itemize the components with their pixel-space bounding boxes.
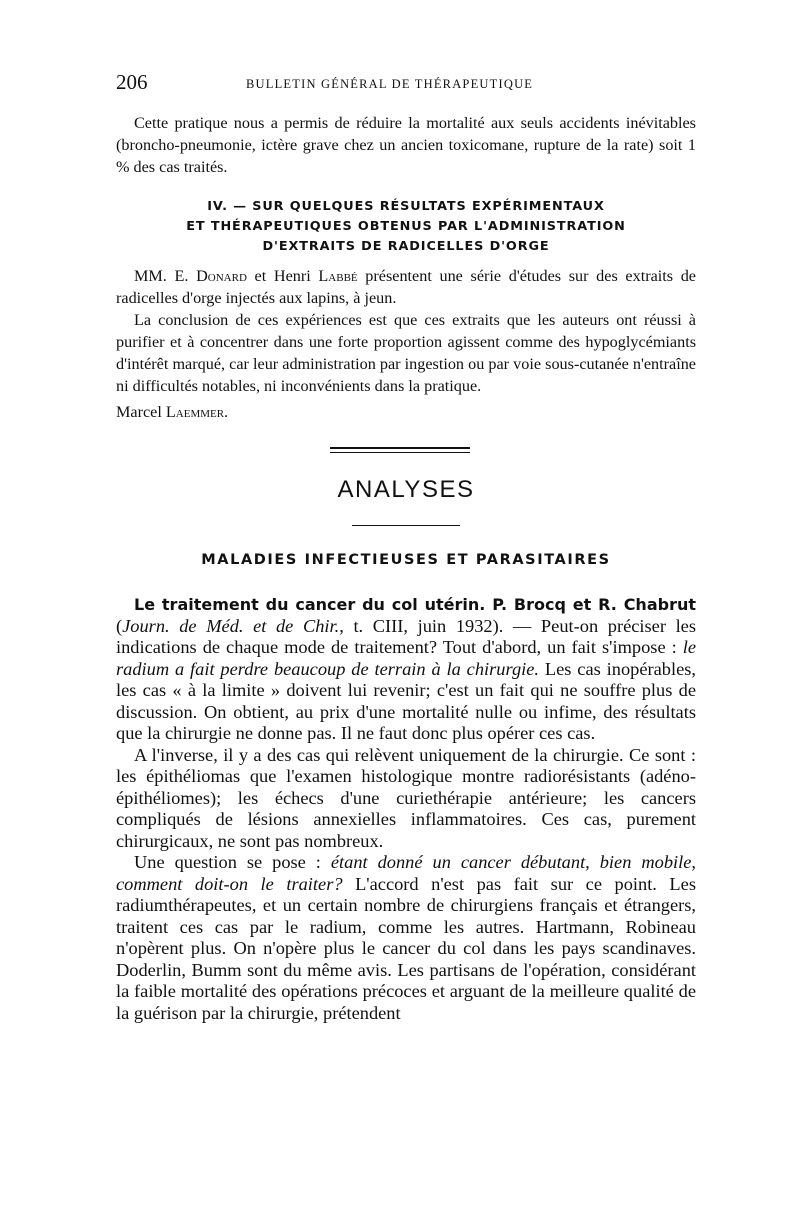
quote-radium: le radium a fait perdre beaucoup de terrain à la chirurgie. xyxy=(116,637,696,679)
report-mid: et Henri xyxy=(246,267,319,285)
article-paragraph xyxy=(116,852,696,1024)
page-number: 206 xyxy=(116,70,148,94)
report-rest: présentent une série d'études sur des extraits de radicelles d'orge injectés aux lapins, à jeun. xyxy=(116,267,696,307)
section-heading-line: D'EXTRAITS DE RADICELLES D'ORGE xyxy=(262,239,550,254)
article-paragraph: A l'inverse, il y a des cas qui relèvent uniquement de la chirurgie. Ce sont : les épithéliomas que l'examen histologique montre radiorésistants (adéno-épithéliomes); les échecs d'une curiethérapie antérieure; les cancers compliqués de lésions annexielles inflammatoires. Ces cas, purement chirurgicaux, ne sont pas nombreux. xyxy=(116,744,696,851)
running-title: BULLETIN GÉNÉRAL DE THÉRAPEUTIQUE xyxy=(246,77,534,91)
article-title: Le traitement du cancer du col utérin. P. Brocq et R. Chabrut xyxy=(134,595,696,614)
intro-paragraph: Cette pratique nous a permis de réduire la mortalité aux seuls accidents inévitables (broncho-pneumonie, ictère grave chez un ancien toxicomane, rupture de la rate) soit 1 % des cas traités. xyxy=(116,114,696,176)
paragraph-rest: Les cas inopérables, les cas « à la limite » doivent lui revenir; c'est un fait qui ne souffre plus de discussion. On obtient, au prix d'une mortalité nulle ou infime, des résultats que la chirurgie ne donne pas. Il ne faut donc plus opérer ces cas. xyxy=(116,658,697,743)
report-paragraph: La conclusion de ces expériences est que ces extraits que les auteurs ont réussi à purifier et à concentrer dans une forte proportion agissent comme des hypoglycémiants d'intérêt marqué, car leur administration par ingestion ou par voie sous-cutanée n'entraîne ni difficultés notables, ni inconvénients dans la pratique. xyxy=(116,311,696,395)
report-prefix: MM. E. xyxy=(134,267,197,285)
citation-rest: , t. CIII, juin 1932). — Peut-on préciser les indications de chaque mode de traitement? Tout d'abord, un fait s'impose : xyxy=(116,615,696,657)
report-signature xyxy=(116,401,696,423)
author-name-labbe: Labbé xyxy=(318,267,358,285)
article-text-block xyxy=(116,594,696,1024)
section-heading-line: IV. — SUR QUELQUES RÉSULTATS EXPÉRIMENTAUX xyxy=(207,199,605,214)
journal-name: Journ. de Méd. et de Chir. xyxy=(122,615,340,636)
category-heading: MALADIES INFECTIEUSES ET PARASITAIRES xyxy=(201,552,611,568)
report-paragraph xyxy=(116,265,696,309)
divider-rule xyxy=(352,525,460,526)
signature-last-name: Laemmer. xyxy=(165,403,229,421)
divider-rule xyxy=(330,447,470,449)
question-intro: Une question se pose : xyxy=(134,852,331,872)
paragraph-rest: L'accord n'est pas fait sur ce point. Les radiumthérapeutes, et un certain nombre de chirurgiens français et étrangers, traitent ces cas par le radium, comme les autres. Hartmann, Robineau n'opèrent plus. On n'opère plus le cancer du col dans les pays scandinaves. Doderlin, Bumm sont du même avis. Les partisans de l'opération, considérant la faible mortalité des opérations précoces et arguant de la meilleure qualité de la guérison par la chirurgie, prétendent xyxy=(116,873,696,1023)
signature-first-name: Marcel xyxy=(116,403,166,421)
intro-text-block xyxy=(116,112,696,178)
divider-rule xyxy=(330,452,470,453)
section-heading-line: ET THÉRAPEUTIQUES OBTENUS PAR L'ADMINISTRATION xyxy=(186,219,626,234)
article-paragraph xyxy=(116,594,696,745)
author-name-donard: Donard xyxy=(196,267,247,285)
report-text-block xyxy=(116,265,696,423)
quote-question: étant donné un cancer débutant, bien mobile, comment doit-on le traiter? xyxy=(116,852,697,894)
analyses-title: ANALYSES xyxy=(337,476,475,503)
section-heading xyxy=(116,197,696,257)
citation-open: ( xyxy=(116,615,123,636)
page-header xyxy=(116,70,696,100)
